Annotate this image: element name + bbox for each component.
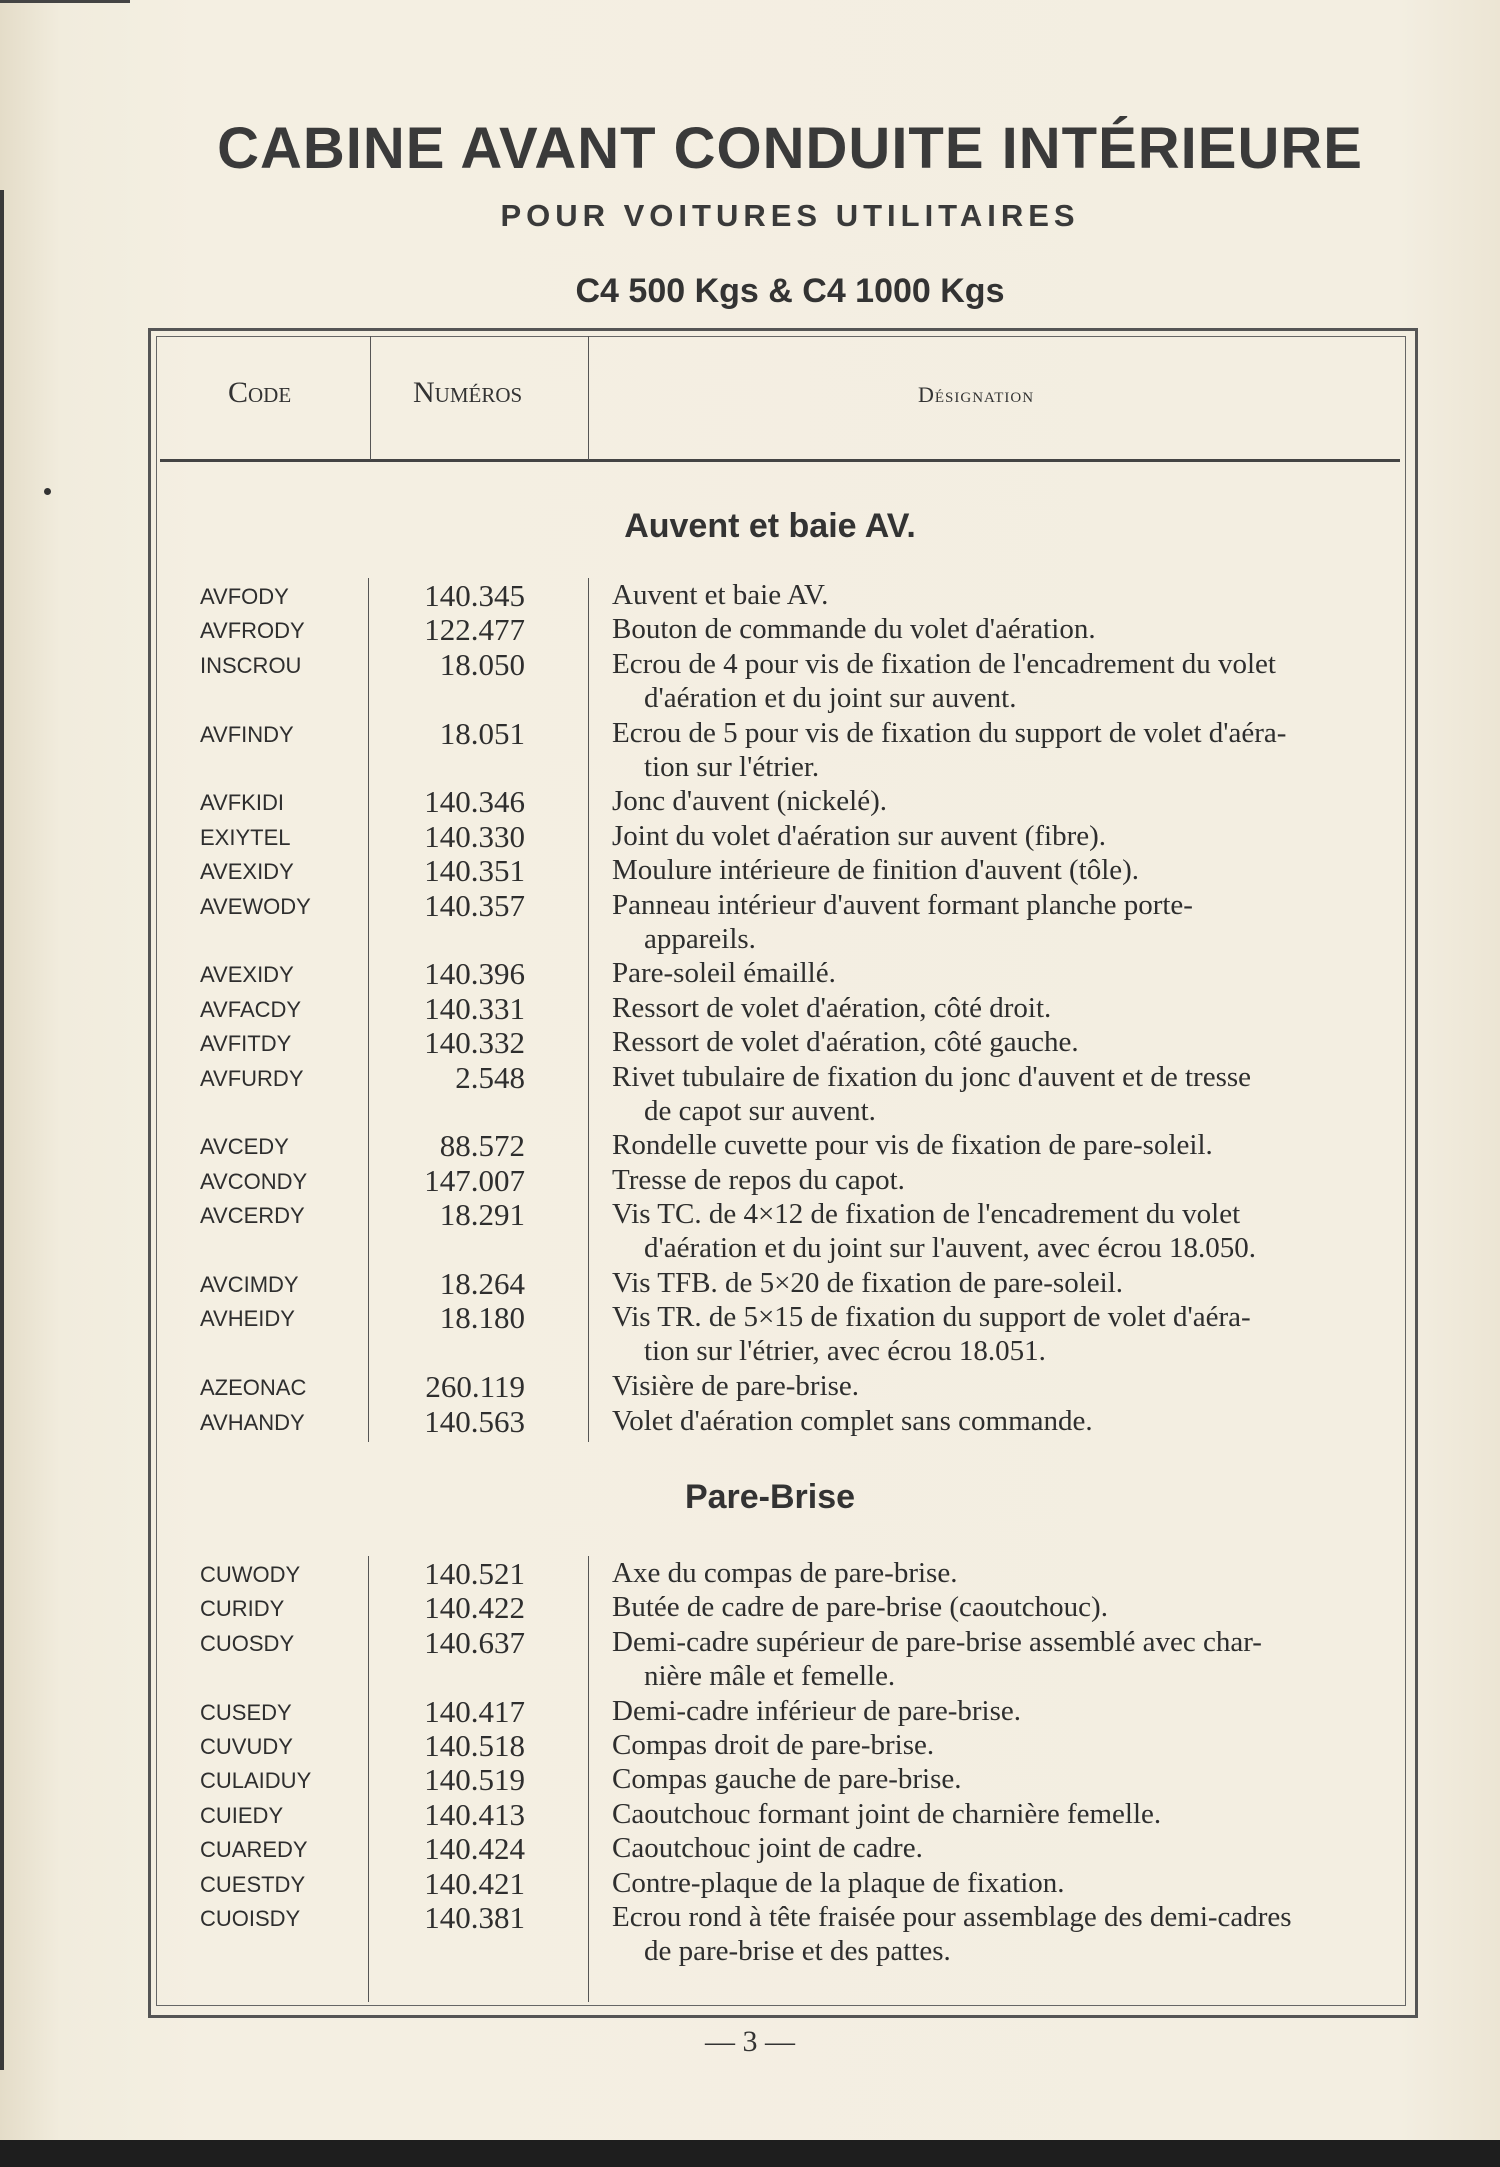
part-code: AVCEDY	[200, 1134, 289, 1160]
part-designation	[612, 1625, 1387, 1693]
part-number: 140.637	[424, 1624, 525, 1660]
table-row	[0, 1694, 1500, 1728]
designation-line-1: Ressort de volet d'aération, côté droit.	[612, 991, 1052, 1024]
part-code: AVFINDY	[200, 721, 294, 747]
part-number: 18.291	[439, 1197, 525, 1233]
part-code: CULAIDUY	[200, 1768, 312, 1794]
column-header-code: Code	[228, 376, 292, 409]
table-row	[0, 1163, 1500, 1197]
table-row	[0, 1404, 1500, 1438]
part-designation	[612, 1762, 1387, 1796]
designation-line-1: Panneau intérieur d'auvent formant planche porte-	[612, 888, 1193, 921]
table-row	[0, 1266, 1500, 1300]
table-row	[0, 1556, 1500, 1590]
designation-line-2: d'aération et du joint sur auvent.	[644, 681, 1017, 714]
table-row	[0, 1728, 1500, 1762]
table-row	[0, 1059, 1500, 1127]
part-code: AVFODY	[200, 584, 289, 609]
table-row	[0, 1197, 1500, 1265]
part-code: EXIYTEL	[200, 824, 291, 850]
table-row	[0, 1762, 1500, 1796]
designation-line-1: Auvent et baie AV.	[612, 579, 829, 611]
part-code: CURIDY	[200, 1596, 285, 1622]
table-row	[0, 887, 1500, 955]
designation-line-2: de pare-brise et des pattes.	[644, 1935, 951, 1967]
designation-line-1: Compas gauche de pare-brise.	[612, 1763, 962, 1796]
part-designation	[612, 1163, 1387, 1197]
column-header-designation: Désignation	[918, 382, 1035, 407]
part-designation	[612, 956, 1387, 990]
page-subtitle: POUR VOITURES UTILITAIRES	[500, 198, 1080, 233]
part-designation	[612, 1060, 1387, 1128]
designation-line-1: Visière de pare-brise.	[612, 1370, 860, 1403]
table-row	[0, 819, 1500, 853]
part-code: AVFRODY	[200, 618, 305, 644]
part-designation	[612, 888, 1387, 956]
designation-line-1: Vis TR. de 5×15 de fixation du support de volet d'aéra-	[612, 1301, 1251, 1334]
part-number: 140.519	[424, 1762, 525, 1798]
designation-line-2: nière mâle et femelle.	[644, 1659, 896, 1692]
part-designation	[612, 1300, 1387, 1368]
section-title-pare-brise: Pare-Brise	[684, 1478, 856, 1516]
table-row	[0, 1128, 1500, 1162]
part-number: 140.381	[424, 1900, 525, 1935]
part-number: 140.351	[424, 853, 525, 889]
designation-line-1: Contre-plaque de la plaque de fixation.	[612, 1866, 1065, 1899]
part-code: CUIEDY	[200, 1802, 284, 1828]
designation-line-1: Jonc d'auvent (nickelé).	[612, 785, 887, 818]
vehicle-models: C4 500 Kgs & C4 1000 Kgs	[575, 272, 1005, 310]
part-number: 140.332	[424, 1025, 525, 1061]
designation-line-1: Ecrou de 4 pour vis de fixation de l'encadrement du volet	[612, 647, 1276, 680]
part-designation	[612, 1404, 1387, 1438]
designation-line-1: Vis TFB. de 5×20 de fixation de pare-soleil.	[612, 1267, 1124, 1299]
designation-line-1: Demi-cadre supérieur de pare-brise assemblé avec char-	[612, 1625, 1262, 1658]
page-title: CABINE AVANT CONDUITE INTÉRIEURE	[217, 116, 1363, 181]
part-number: 2.548	[455, 1059, 525, 1095]
part-designation	[612, 578, 1387, 612]
part-designation	[612, 1797, 1387, 1831]
part-number: 140.331	[424, 990, 525, 1026]
designation-line-1: Caoutchouc joint de cadre.	[612, 1832, 923, 1865]
header-rule	[160, 459, 1400, 462]
part-designation	[612, 853, 1387, 887]
part-code: CUOISDY	[200, 1906, 301, 1931]
designation-line-1: Tresse de repos du capot.	[612, 1163, 905, 1196]
part-number: 140.345	[424, 578, 525, 613]
part-designation	[612, 1728, 1387, 1762]
part-designation	[612, 1590, 1387, 1624]
part-number: 140.330	[424, 818, 525, 854]
part-designation	[612, 991, 1387, 1025]
designation-line-1: Joint du volet d'aération sur auvent (fibre).	[612, 819, 1107, 852]
table-row	[0, 784, 1500, 818]
part-designation	[612, 1831, 1387, 1865]
part-number: 140.421	[424, 1865, 525, 1901]
part-code: AVFACDY	[200, 996, 302, 1022]
table-row	[0, 1590, 1500, 1624]
part-designation	[612, 716, 1387, 784]
part-code: AZEONAC	[200, 1375, 307, 1401]
table-row	[0, 853, 1500, 887]
part-designation	[612, 819, 1387, 853]
designation-line-1: Caoutchouc formant joint de charnière femelle.	[612, 1797, 1162, 1830]
designation-line-1: Bouton de commande du volet d'aération.	[612, 613, 1096, 646]
designation-line-2: de capot sur auvent.	[644, 1094, 876, 1127]
part-designation	[612, 1266, 1387, 1300]
page-edge-top	[0, 0, 130, 3]
part-code: AVHEIDY	[200, 1306, 295, 1332]
designation-line-1: Demi-cadre inférieur de pare-brise.	[612, 1694, 1021, 1727]
designation-line-1: Axe du compas de pare-brise.	[612, 1557, 958, 1589]
part-number: 140.413	[424, 1796, 525, 1832]
table-row	[0, 1797, 1500, 1831]
table-row	[0, 578, 1500, 612]
part-number: 140.518	[424, 1728, 525, 1763]
part-code: AVCIMDY	[200, 1272, 299, 1297]
part-number: 18.050	[439, 646, 525, 682]
column-header-numeros: Numéros	[413, 376, 523, 409]
designation-line-1: Vis TC. de 4×12 de fixation de l'encadrement du volet	[612, 1198, 1241, 1231]
part-designation	[612, 1025, 1387, 1059]
part-number: 140.422	[424, 1590, 525, 1626]
page-edge-bottom	[0, 2140, 1500, 2167]
part-designation	[612, 1556, 1387, 1590]
designation-line-2: tion sur l'étrier, avec écrou 18.051.	[644, 1335, 1046, 1368]
table-row	[0, 1831, 1500, 1865]
part-code: AVFITDY	[200, 1031, 292, 1057]
part-code: AVHANDY	[200, 1409, 305, 1435]
part-number: 18.051	[439, 715, 525, 751]
part-designation	[612, 1369, 1387, 1403]
part-code: CUESTDY	[200, 1871, 306, 1897]
column-divider-code	[370, 336, 371, 460]
designation-line-1: Rondelle cuvette pour vis de fixation de pare-soleil.	[612, 1129, 1213, 1162]
part-code: CUOSDY	[200, 1630, 295, 1656]
part-code: AVEXIDY	[200, 859, 294, 885]
part-code: CUSEDY	[200, 1699, 292, 1725]
page-number: — 3 —	[705, 2025, 795, 2058]
table-row	[0, 1300, 1500, 1368]
table-row	[0, 1025, 1500, 1059]
part-number: 140.396	[424, 956, 525, 992]
part-code: AVFKIDI	[200, 790, 284, 816]
column-divider-numeros	[588, 336, 589, 460]
part-designation	[612, 647, 1387, 715]
designation-line-1: Ecrou de 5 pour vis de fixation du support de volet d'aéra-	[612, 716, 1287, 749]
part-number: 140.563	[424, 1403, 525, 1439]
table-row	[0, 1900, 1500, 1967]
part-number: 260.119	[425, 1369, 525, 1405]
designation-line-1: Rivet tubulaire de fixation du jonc d'auvent et de tresse	[612, 1060, 1252, 1093]
table-row	[0, 715, 1500, 783]
part-number: 140.424	[424, 1831, 525, 1867]
part-designation	[612, 612, 1387, 646]
part-number: 147.007	[424, 1162, 525, 1198]
part-code: INSCROU	[200, 652, 302, 678]
table-row	[0, 956, 1500, 990]
part-designation	[612, 1866, 1387, 1900]
table-row	[0, 1369, 1500, 1403]
part-code: CUWODY	[200, 1562, 301, 1587]
part-number: 88.572	[439, 1128, 525, 1164]
designation-line-2: appareils.	[644, 922, 756, 955]
designation-line-2: d'aération et du joint sur l'auvent, avec écrou 18.050.	[644, 1232, 1257, 1265]
ink-mark	[44, 488, 51, 495]
part-number: 140.346	[424, 784, 525, 820]
part-code: AVCERDY	[200, 1203, 305, 1229]
designation-line-1: Pare-soleil émaillé.	[612, 957, 836, 990]
part-code: AVFURDY	[200, 1065, 304, 1091]
designation-line-1: Ressort de volet d'aération, côté gauche.	[612, 1026, 1079, 1059]
part-number: 18.180	[439, 1300, 525, 1336]
part-code: CUVUDY	[200, 1734, 293, 1759]
part-designation	[612, 784, 1387, 818]
part-code: AVEWODY	[200, 893, 311, 919]
table-row	[0, 612, 1500, 646]
part-designation	[612, 1197, 1387, 1265]
designation-line-1: Compas droit de pare-brise.	[612, 1729, 935, 1761]
part-number: 140.521	[424, 1556, 525, 1591]
designation-line-1: Butée de cadre de pare-brise (caoutchouc).	[612, 1591, 1108, 1624]
part-designation	[612, 1128, 1387, 1162]
table-row	[0, 1866, 1500, 1900]
part-code: AVCONDY	[200, 1168, 308, 1194]
designation-line-1: Volet d'aération complet sans commande.	[612, 1404, 1093, 1437]
table-row	[0, 646, 1500, 714]
part-number: 18.264	[439, 1266, 525, 1301]
part-code: CUAREDY	[200, 1837, 308, 1863]
part-number: 140.417	[424, 1693, 525, 1729]
designation-line-2: tion sur l'étrier.	[644, 750, 820, 783]
section-title-auvent: Auvent et baie AV.	[624, 507, 916, 545]
designation-line-1: Moulure intérieure de finition d'auvent (tôle).	[612, 854, 1140, 887]
part-number: 140.357	[424, 887, 525, 923]
designation-line-1: Ecrou rond à tête fraisée pour assemblage des demi-cadres	[612, 1901, 1292, 1933]
part-code: AVEXIDY	[200, 962, 294, 988]
part-designation	[612, 1900, 1387, 1968]
part-designation	[612, 1694, 1387, 1728]
table-row	[0, 991, 1500, 1025]
table-row	[0, 1624, 1500, 1692]
part-number: 122.477	[424, 612, 525, 648]
